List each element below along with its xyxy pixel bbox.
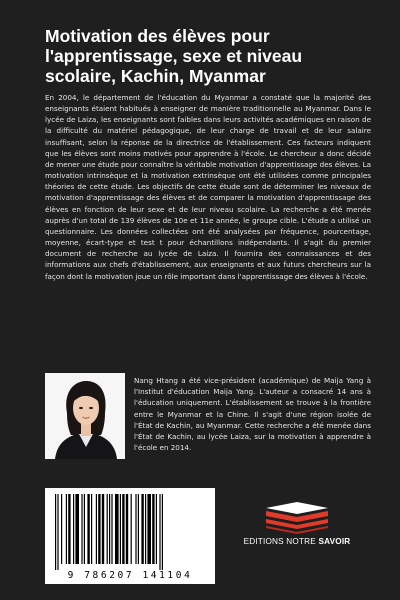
barcode-bars	[53, 494, 207, 570]
barcode-bar	[145, 494, 146, 564]
book-title: Motivation des élèves pour l'apprentissage, sexe et niveau scolaire, Kachin, Myanmar	[45, 26, 303, 86]
barcode-bar	[135, 494, 136, 564]
barcode-bar	[55, 494, 56, 570]
barcode-bar	[109, 494, 110, 564]
isbn-barcode	[45, 488, 215, 584]
barcode-bar	[98, 494, 100, 564]
barcode-bar	[126, 494, 128, 564]
barcode-bar	[84, 494, 85, 564]
barcode-bar	[122, 494, 124, 564]
barcode-bar	[57, 494, 58, 570]
barcode-bar	[131, 494, 132, 564]
barcode-bar	[81, 494, 82, 564]
barcode-bar	[107, 494, 108, 564]
barcode-bar	[115, 494, 119, 564]
barcode-bar	[91, 494, 92, 564]
publisher-name-regular: EDITIONS NOTRE	[243, 537, 319, 546]
barcode-bar	[111, 494, 112, 564]
book-summary: En 2004, le département de l'éducation du Myanmar a constaté que la majorité des enseignants étaient habitués à enseigner de manière traditionnelle au Myanmar. Dans le lycée de Laiza, les enseignants sont faibles dans leurs activités académiques en raison de la difficulté du matériel pédagogique, de leur charge de travail et de leur salaire insuffisant, selon la réponse de la directrice de l'établissement. Ces facteurs indiquent que les élèves sont moins motivés pour apprendre à l'école. Le chercheur a donc décidé de mener une étude pour connaître la véritable motivation d'apprentissage des élèves. La motivation intrinsèque et la motivation extrinsèque ont été utilisées comme principales théories de cette étude. Les objectifs de cette étude sont de déterminer les niveaux de motivation d'apprentissage des élèves et de comparer la motivation d'apprentissage des élèves en fonction de leur sexe et de leur niveau scolaire. La recherche a été menée auprès d'un total de 139 élèves de 10e et 11e année, le groupe cible. L'étude a utilisé un questionnaire. Les données collectées ont été analysées par fréquence, pourcentage, moyenne, écart-type et test t pour échantillons indépendants. Il s'agit du premier document de recherche au lycée de Laiza. Il fournira des connaissances et des informations aux chefs d'établissement, aux enseignants et aux futurs chercheurs sur la façon dont la motivation joue un rôle important dans l'apprentissage des élèves à l'école.	[45, 93, 371, 281]
barcode-bar	[102, 494, 104, 564]
stacked-books-icon	[262, 500, 332, 534]
barcode-bar	[156, 494, 157, 564]
isbn-number: 9 786207 141104	[67, 570, 193, 581]
publisher-name	[242, 537, 352, 546]
author-bio: Nang Htang a été vice-président (académique) de Maija Yang à l'Institut d'éducation Maija Yang. L'auteur a consacré 14 ans à l'éducation uniquement. L'établissement se trouve à la frontière entre le Myanmar et la Chine. Il s'agit d'une région isolée de l'État de Kachin, au Myanmar. Cette recherche a été menée dans l'État de Kachin, au lycée Laiza, sur la motivation à apprendre à l'école en 2014.	[134, 376, 371, 453]
barcode-bar	[68, 494, 70, 564]
author-portrait-icon	[45, 373, 125, 459]
barcode-bar	[96, 494, 97, 564]
barcode-bar	[120, 494, 121, 564]
barcode-bar	[61, 494, 62, 564]
barcode-bar	[66, 494, 67, 564]
barcode-bar	[159, 494, 160, 570]
barcode-bar	[162, 494, 163, 570]
barcode-bar	[147, 494, 151, 564]
barcode-bar	[138, 494, 139, 564]
barcode-bar	[87, 494, 89, 564]
barcode-bar	[75, 494, 79, 564]
publisher-name-bold: SAVOIR	[318, 537, 351, 546]
author-photo	[45, 373, 125, 459]
barcode-bar	[152, 494, 154, 564]
barcode-bar	[141, 494, 143, 564]
barcode-bar	[73, 494, 74, 564]
